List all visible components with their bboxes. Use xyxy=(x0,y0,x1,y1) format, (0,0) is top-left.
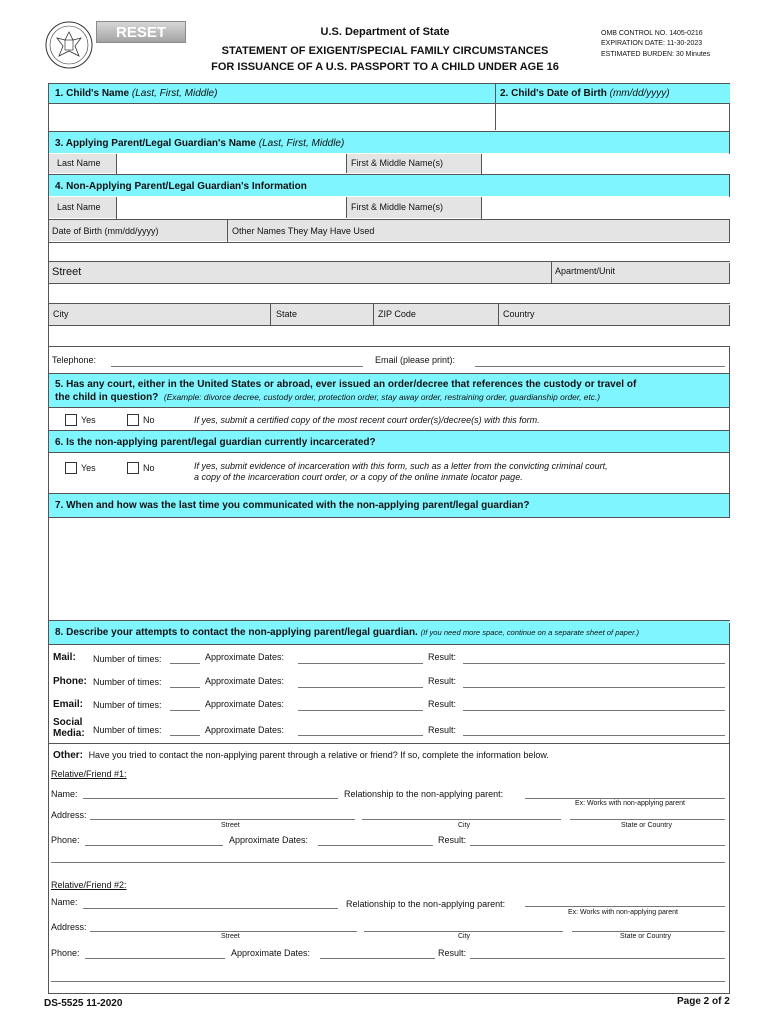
friend2-phone-line[interactable] xyxy=(85,958,225,959)
sec7-answer-textarea[interactable] xyxy=(49,518,733,623)
friend2-title: Relative/Friend #2: xyxy=(51,880,127,890)
sec5-no-checkbox[interactable] xyxy=(127,414,139,426)
sec6-no-checkbox[interactable] xyxy=(127,462,139,474)
nonapplying-state-input[interactable] xyxy=(272,326,375,347)
sec5-note: If yes, submit a certified copy of the most recent court order(s)/decree(s) with this form. xyxy=(194,415,540,425)
email-result-line[interactable] xyxy=(463,710,725,711)
street-row-bg xyxy=(49,262,729,283)
social-times-line[interactable] xyxy=(170,735,200,736)
friend1-name-line[interactable] xyxy=(83,798,338,799)
friend1-relationship-example: Ex: Works with non-applying parent xyxy=(575,800,685,807)
friend2-city-line[interactable] xyxy=(364,931,563,932)
sec4-state-label: State xyxy=(276,309,298,319)
sec4-first-name-label: First & Middle Name(s) xyxy=(351,202,444,212)
sec6-question: 6. Is the non-applying parent/legal guardian currently incarcerated? xyxy=(55,437,376,448)
friend2-relationship-line[interactable] xyxy=(525,906,725,907)
friend1-relationship-label: Relationship to the non-applying parent: xyxy=(344,789,504,799)
mail-result-line[interactable] xyxy=(463,663,725,664)
sec4-zip-label: ZIP Code xyxy=(378,309,416,319)
friend1-phone-line[interactable] xyxy=(85,845,223,846)
sec5-no-label: No xyxy=(143,415,155,425)
friend1-city-line[interactable] xyxy=(362,819,561,820)
friend1-address-label: Address: xyxy=(51,810,87,820)
child-name-input[interactable] xyxy=(49,104,499,132)
phone-method-label: Phone: xyxy=(53,676,87,687)
friend2-result-line[interactable] xyxy=(470,958,725,959)
sec1-label: 1. Child's Name (Last, First, Middle) xyxy=(55,88,218,99)
result-label: Result: xyxy=(428,676,457,686)
dates-label: Approximate Dates: xyxy=(205,699,285,709)
friend1-phone-label: Phone: xyxy=(51,835,80,845)
nonapplying-city-input[interactable] xyxy=(49,326,272,347)
social-dates-line[interactable] xyxy=(298,735,423,736)
social-media-method-label: Social Media: xyxy=(53,717,85,739)
expiration-date: EXPIRATION DATE: 11-30-2023 xyxy=(601,40,703,47)
sec4-label: 4. Non-Applying Parent/Legal Guardian's Information xyxy=(55,181,307,192)
sec5-yes-checkbox[interactable] xyxy=(65,414,77,426)
nonapplying-street-input[interactable] xyxy=(49,284,554,305)
nonapplying-apt-input[interactable] xyxy=(553,284,732,305)
nonapplying-zip-input[interactable] xyxy=(375,326,500,347)
sec6-yes-label: Yes xyxy=(81,463,96,473)
friend2-address-label: Address: xyxy=(51,922,87,932)
phone-times-line[interactable] xyxy=(170,687,200,688)
sec6-yes-checkbox[interactable] xyxy=(65,462,77,474)
email-times-line[interactable] xyxy=(170,710,200,711)
email-method-label: Email: xyxy=(53,699,84,710)
sec3-label: 3. Applying Parent/Legal Guardian's Name (Last, First, Middle) xyxy=(55,138,345,149)
friend1-street-line[interactable] xyxy=(90,819,355,820)
friend2-dates-line[interactable] xyxy=(320,958,435,959)
sec4-city-label: City xyxy=(53,309,69,319)
friend2-state-caption: State or Country xyxy=(620,933,671,940)
nonapplying-country-input[interactable] xyxy=(500,326,732,347)
mail-times-line[interactable] xyxy=(170,663,200,664)
phone-dates-line[interactable] xyxy=(298,687,423,688)
friend2-dates-label: Approximate Dates: xyxy=(231,948,311,958)
friend1-dates-line[interactable] xyxy=(318,845,433,846)
friend1-relationship-line[interactable] xyxy=(525,798,725,799)
sec6-no-label: No xyxy=(143,463,155,473)
sec4-street-label: Street xyxy=(52,266,82,278)
sec4-email-label: Email (please print): xyxy=(375,355,456,365)
sec3-first-name-label: First & Middle Name(s) xyxy=(351,158,444,168)
friend2-relationship-label: Relationship to the non-applying parent: xyxy=(346,899,506,909)
friend1-state-line[interactable] xyxy=(570,819,725,820)
sec6-note-line2: a copy of the incarceration court order, or a copy of the online inmate locator page. xyxy=(194,472,523,482)
reset-button[interactable]: RESET xyxy=(96,21,186,43)
page-number: Page 2 of 2 xyxy=(677,996,730,1007)
applying-first-name-input[interactable] xyxy=(481,154,734,175)
friend1-result-label: Result: xyxy=(438,835,467,845)
phone-result-line[interactable] xyxy=(463,687,725,688)
sec7-question: 7. When and how was the last time you communicated with the non-applying parent/legal guardian? xyxy=(55,500,530,511)
times-label: Number of times: xyxy=(93,654,162,664)
telephone-line[interactable] xyxy=(111,366,363,367)
friend2-extra-line[interactable] xyxy=(51,981,725,982)
friend1-title: Relative/Friend #1: xyxy=(51,769,127,779)
friend1-dates-label: Approximate Dates: xyxy=(229,835,309,845)
result-label: Result: xyxy=(428,699,457,709)
department-name: U.S. Department of State xyxy=(320,26,450,38)
mail-dates-line[interactable] xyxy=(298,663,423,664)
nonapplying-other-names-input[interactable] xyxy=(229,242,732,263)
friend2-phone-label: Phone: xyxy=(51,948,80,958)
times-label: Number of times: xyxy=(93,700,162,710)
sec3-last-name-label: Last Name xyxy=(57,158,101,168)
friend1-result-line[interactable] xyxy=(470,845,725,846)
sec2-label: 2. Child's Date of Birth (mm/dd/yyyy) xyxy=(500,88,670,99)
times-label: Number of times: xyxy=(93,677,162,687)
email-line[interactable] xyxy=(475,366,725,367)
friend2-result-label: Result: xyxy=(438,948,467,958)
friend1-extra-line[interactable] xyxy=(51,862,725,863)
child-dob-input[interactable] xyxy=(497,104,731,132)
nonapplying-first-name-input[interactable] xyxy=(481,197,734,220)
form-title-line1: STATEMENT OF EXIGENT/SPECIAL FAMILY CIRCUMSTANCES xyxy=(221,45,549,57)
sec4-dob-label: Date of Birth (mm/dd/yyyy) xyxy=(52,226,159,236)
applying-last-name-input[interactable] xyxy=(116,154,350,175)
dates-label: Approximate Dates: xyxy=(205,652,285,662)
state-department-seal xyxy=(44,16,94,74)
sec5-yes-label: Yes xyxy=(81,415,96,425)
friend2-state-line[interactable] xyxy=(572,931,725,932)
sec6-note-line1: If yes, submit evidence of incarceration with this form, such as a letter from the convicting criminal court, xyxy=(194,461,608,471)
form-title-line2: FOR ISSUANCE OF A U.S. PASSPORT TO A CHILD UNDER AGE 16 xyxy=(211,61,559,73)
sec4-last-name-label: Last Name xyxy=(57,202,101,212)
friend1-name-label: Name: xyxy=(51,789,78,799)
sec5-question-line1: 5. Has any court, either in the United States or abroad, ever issued an order/decree that references the custody or travel of xyxy=(55,379,637,390)
friend1-city-caption: City xyxy=(458,822,471,829)
friend2-name-line[interactable] xyxy=(83,908,338,909)
friend2-city-caption: City xyxy=(458,933,471,940)
form-id: DS-5525 11-2020 xyxy=(44,998,123,1009)
sec4-telephone-label: Telephone: xyxy=(52,355,97,365)
social-result-line[interactable] xyxy=(463,735,725,736)
dates-label: Approximate Dates: xyxy=(205,676,285,686)
email-dates-line[interactable] xyxy=(298,710,423,711)
mail-method-label: Mail: xyxy=(53,652,76,663)
sec4-apt-label: Apartment/Unit xyxy=(555,266,616,276)
estimated-burden: ESTIMATED BURDEN: 30 Minutes xyxy=(601,51,711,58)
friend1-street-caption: Street xyxy=(221,822,240,829)
friend2-relationship-example: Ex: Works with non-applying parent xyxy=(568,909,678,916)
result-label: Result: xyxy=(428,652,457,662)
sec4-other-names-label: Other Names They May Have Used xyxy=(232,226,375,236)
omb-control-number: OMB CONTROL NO. 1405-0216 xyxy=(601,30,703,37)
sec5-question-line2: the child in question? (Example: divorce decree, custody order, protection order, stay away order, restraining order, guardianship order, etc.) xyxy=(55,392,601,403)
times-label: Number of times: xyxy=(93,725,162,735)
friend2-street-caption: Street xyxy=(221,933,240,940)
sec4-country-label: Country xyxy=(503,309,535,319)
friend2-name-label: Name: xyxy=(51,897,78,907)
sec8-label: 8. Describe your attempts to contact the non-applying parent/legal guardian. (If you need more space, continue on a separate sheet of paper.) xyxy=(55,627,640,638)
friend1-state-caption: State or Country xyxy=(621,822,672,829)
result-label: Result: xyxy=(428,725,457,735)
nonapplying-last-name-input[interactable] xyxy=(116,197,350,220)
nonapplying-dob-input[interactable] xyxy=(49,242,230,263)
dates-label: Approximate Dates: xyxy=(205,725,285,735)
friend2-street-line[interactable] xyxy=(90,931,357,932)
sec8-other: Other: Have you tried to contact the non-applying parent through a relative or friend? If so, complete the information below. xyxy=(53,750,549,761)
